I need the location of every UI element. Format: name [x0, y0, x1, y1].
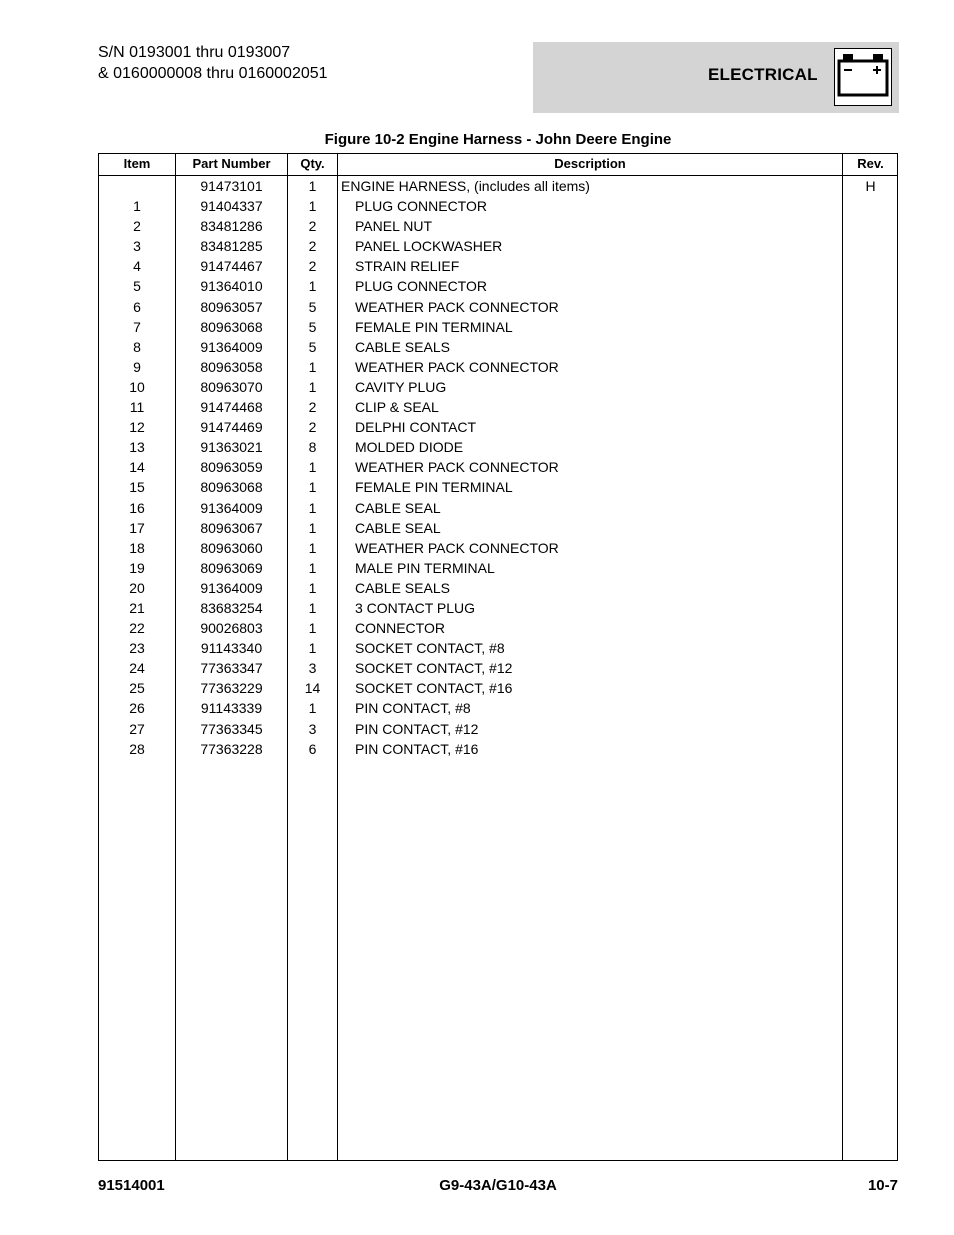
part-number-cell: 91143340: [200, 640, 263, 657]
description-cell: CABLE SEALS: [355, 579, 450, 596]
description-cell: CABLE SEAL: [355, 499, 441, 516]
table-row: [99, 658, 897, 678]
part-number-cell: 90026803: [200, 620, 263, 637]
table-row: [99, 337, 897, 357]
table-row: [99, 638, 897, 658]
part-number-cell: 80963067: [200, 519, 263, 536]
parts-table: [98, 153, 898, 1161]
item-cell: 28: [129, 740, 145, 757]
section-title: ELECTRICAL: [708, 65, 818, 84]
description-cell: FEMALE PIN TERMINAL: [355, 479, 513, 496]
qty-cell: 2: [308, 238, 317, 255]
description-cell: PIN CONTACT, #16: [355, 740, 479, 757]
table-row: [99, 276, 897, 296]
qty-cell: 1: [308, 198, 317, 215]
serial-line-2: & 0160000008 thru 0160002051: [98, 65, 328, 82]
rev-cell: H: [865, 178, 876, 194]
description-cell: CLIP & SEAL: [355, 399, 439, 416]
description-cell: WEATHER PACK CONNECTOR: [355, 358, 559, 375]
item-cell: 25: [129, 680, 145, 697]
item-cell: 22: [129, 620, 145, 637]
qty-cell: 8: [308, 439, 317, 456]
qty-cell: 1: [308, 620, 317, 637]
qty-cell: 5: [308, 298, 317, 315]
item-cell: 4: [133, 258, 141, 275]
item-cell: 3: [133, 238, 141, 255]
table-row: [99, 477, 897, 497]
table-row: [99, 498, 897, 518]
description-cell: WEATHER PACK CONNECTOR: [355, 459, 559, 476]
item-cell: 8: [133, 338, 141, 355]
table-row: [99, 698, 897, 718]
part-number-cell: 91364009: [200, 499, 263, 516]
table-row: [99, 437, 897, 457]
qty-cell: 1: [308, 640, 317, 657]
header-rev: Rev.: [857, 156, 884, 171]
part-number-cell: 77363228: [200, 740, 263, 757]
table-row: [99, 578, 897, 598]
part-number-cell: 80963058: [200, 358, 263, 375]
table-row: [99, 236, 897, 256]
table-row: [99, 256, 897, 276]
part-number-cell: 83481286: [200, 218, 263, 235]
item-cell: 19: [129, 559, 145, 576]
qty-cell: 5: [308, 338, 317, 355]
part-number-cell: 77363229: [200, 680, 263, 697]
description-cell: DELPHI CONTACT: [355, 419, 477, 436]
item-cell: 27: [129, 720, 145, 737]
table-row: [99, 417, 897, 437]
qty-cell: 1: [308, 378, 317, 395]
qty-cell: 2: [308, 419, 317, 436]
part-number-cell: 80963057: [200, 298, 263, 315]
item-cell: 6: [133, 298, 141, 315]
item-cell: 11: [129, 399, 145, 416]
item-cell: 16: [129, 499, 145, 516]
qty-cell: 2: [308, 399, 317, 416]
table-row: [99, 377, 897, 397]
table-row: [99, 719, 897, 739]
item-cell: 2: [133, 218, 141, 235]
qty-cell: 3: [308, 720, 317, 737]
description-cell: CABLE SEALS: [355, 338, 450, 355]
item-cell: 7: [133, 318, 141, 335]
description-cell: MOLDED DIODE: [355, 439, 464, 456]
header-item: Item: [123, 156, 151, 171]
qty-cell: 14: [304, 680, 321, 697]
description-cell: WEATHER PACK CONNECTOR: [355, 298, 559, 315]
table-row: [99, 598, 897, 618]
table-row: [99, 457, 897, 477]
description-cell: WEATHER PACK CONNECTOR: [355, 539, 559, 556]
item-cell: 10: [129, 378, 145, 395]
part-number-cell: 91474467: [200, 258, 263, 275]
qty-cell: 3: [308, 660, 317, 677]
serial-range: [98, 42, 328, 84]
item-cell: 13: [129, 439, 145, 456]
item-cell: 18: [129, 539, 145, 556]
part-number-cell: 80963068: [200, 479, 263, 496]
qty-cell: 1: [308, 358, 317, 375]
part-number-cell: 91473101: [200, 178, 263, 194]
table-body: [99, 176, 897, 759]
qty-cell: 1: [308, 539, 317, 556]
part-number-cell: 83683254: [200, 599, 263, 616]
qty-cell: 1: [308, 559, 317, 576]
description-cell: CABLE SEAL: [355, 519, 441, 536]
item-cell: 20: [129, 579, 145, 596]
table-row: [99, 297, 897, 317]
qty-cell: 2: [308, 218, 317, 235]
footer-page-number: 10-7: [867, 1177, 898, 1194]
description-cell: PANEL NUT: [355, 218, 433, 235]
footer-model: G9-43A/G10-43A: [439, 1177, 557, 1194]
part-number-cell: 80963059: [200, 459, 263, 476]
qty-cell: 2: [308, 258, 317, 275]
qty-cell: 1: [308, 519, 317, 536]
part-number-cell: 91474469: [200, 419, 263, 436]
item-cell: 26: [129, 700, 145, 717]
description-cell: SOCKET CONTACT, #12: [355, 660, 513, 677]
part-number-cell: 91143339: [200, 700, 263, 717]
item-cell: 12: [129, 419, 145, 436]
item-cell: 14: [129, 459, 145, 476]
description-cell: STRAIN RELIEF: [355, 258, 460, 275]
table-row: [99, 216, 897, 236]
description-cell: PIN CONTACT, #12: [355, 720, 479, 737]
table-row: [99, 739, 897, 759]
part-number-cell: 77363347: [200, 660, 263, 677]
item-cell: 15: [129, 479, 145, 496]
header-description: Description: [554, 156, 626, 171]
item-cell: 17: [129, 519, 145, 536]
qty-cell: 1: [308, 599, 317, 616]
description-cell: CAVITY PLUG: [355, 378, 447, 395]
part-number-cell: 91364010: [200, 278, 263, 295]
table-row: [99, 558, 897, 578]
qty-cell: 1: [308, 700, 317, 717]
part-number-cell: 91363021: [200, 439, 263, 456]
table-row: [99, 618, 897, 638]
table-row: [99, 357, 897, 377]
part-number-cell: 91364009: [200, 338, 263, 355]
description-cell: CONNECTOR: [355, 620, 445, 637]
item-cell: 21: [129, 599, 145, 616]
part-number-cell: 80963060: [200, 539, 263, 556]
table-row: [99, 176, 897, 196]
description-cell: PANEL LOCKWASHER: [355, 238, 503, 255]
description-cell: ENGINE HARNESS, (includes all items): [341, 178, 590, 194]
qty-cell: 5: [308, 318, 317, 335]
qty-cell: 1: [308, 479, 317, 496]
part-number-cell: 91474468: [200, 399, 263, 416]
qty-cell: 1: [308, 278, 317, 295]
description-cell: FEMALE PIN TERMINAL: [355, 318, 513, 335]
item-cell: 23: [129, 640, 145, 657]
figure-title: Figure 10-2 Engine Harness - John Deere Engine: [324, 131, 672, 148]
table-row: [99, 538, 897, 558]
description-cell: SOCKET CONTACT, #16: [355, 680, 513, 697]
header-qty: Qty.: [300, 156, 325, 171]
item-cell: 5: [133, 278, 141, 295]
table-row: [99, 678, 897, 698]
table-row: [99, 397, 897, 417]
part-number-cell: 91404337: [200, 198, 263, 215]
qty-cell: 1: [308, 459, 317, 476]
table-row: [99, 317, 897, 337]
header-part-number: Part Number: [192, 156, 271, 171]
qty-cell: 1: [308, 178, 317, 194]
part-number-cell: 77363345: [200, 720, 263, 737]
item-cell: 9: [133, 358, 141, 375]
description-cell: PLUG CONNECTOR: [355, 278, 487, 295]
description-cell: MALE PIN TERMINAL: [355, 559, 495, 576]
battery-icon: [834, 48, 892, 106]
description-cell: 3 CONTACT PLUG: [355, 599, 476, 616]
qty-cell: 1: [308, 579, 317, 596]
footer-doc-number: 91514001: [98, 1177, 165, 1194]
serial-line-1: S/N 0193001 thru 0193007: [98, 44, 291, 61]
item-cell: 24: [129, 660, 145, 677]
qty-cell: 1: [308, 499, 317, 516]
description-cell: PLUG CONNECTOR: [355, 198, 487, 215]
part-number-cell: 83481285: [200, 238, 263, 255]
qty-cell: 6: [308, 740, 317, 757]
part-number-cell: 80963069: [200, 559, 263, 576]
description-cell: PIN CONTACT, #8: [355, 700, 471, 717]
part-number-cell: 80963070: [200, 378, 263, 395]
description-cell: SOCKET CONTACT, #8: [355, 640, 505, 657]
part-number-cell: 80963068: [200, 318, 263, 335]
item-cell: 1: [133, 198, 141, 215]
table-row: [99, 196, 897, 216]
part-number-cell: 91364009: [200, 579, 263, 596]
table-row: [99, 518, 897, 538]
